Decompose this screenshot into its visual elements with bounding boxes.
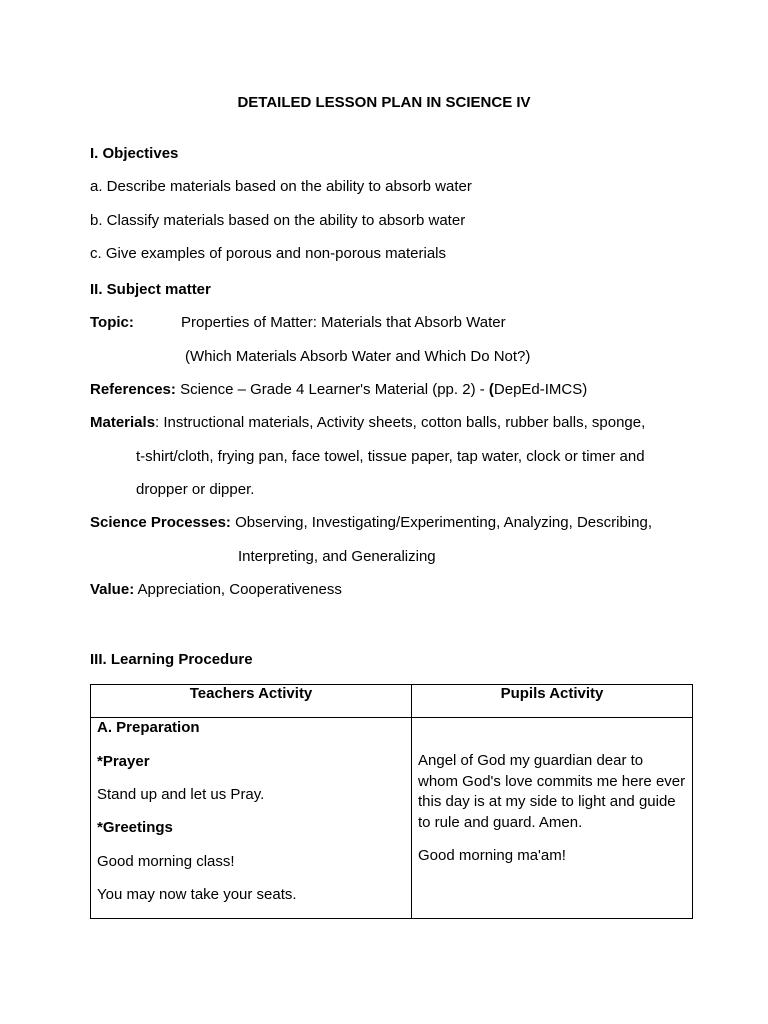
objective-item: a. Describe materials based on the ability to absorb water [90, 178, 472, 195]
topic-line-2: (Which Materials Absorb Water and Which Do Not?) [185, 348, 531, 365]
references-label: References: [90, 381, 176, 398]
references-tail: DepEd-IMCS) [493, 381, 588, 398]
references-text: Science – Grade 4 Learner's Material (pp. 2) - [180, 381, 489, 398]
preparation-heading: A. Preparation [97, 719, 200, 736]
teachers-activity-cell [91, 718, 412, 919]
teacher-greeting: Good morning class! [97, 853, 235, 870]
materials-text: : Instructional materials, Activity sheets, cotton balls, rubber balls, sponge, [155, 414, 646, 431]
teachers-activity-header: Teachers Activity [91, 685, 412, 718]
learning-procedure-heading: III. Learning Procedure [90, 651, 253, 668]
science-processes-label: Science Processes: [90, 514, 231, 531]
value-text: Appreciation, Cooperativeness [134, 581, 342, 598]
science-processes-line-2: Interpreting, and Generalizing [238, 548, 436, 565]
science-processes-line-1 [90, 514, 652, 532]
topic-label: Topic: [90, 314, 134, 331]
materials-line-3: dropper or dipper. [136, 481, 255, 498]
references-paren: ( [488, 381, 494, 398]
value-label: Value: [90, 581, 135, 598]
pupil-prayer-response: Angel of God my guardian dear to whom God's love commits me here ever this day is at my side to light and guide to rule and guard. Amen. [418, 752, 686, 831]
materials-line-1 [90, 414, 645, 432]
greetings-heading: *Greetings [97, 819, 173, 836]
learning-procedure-table [90, 684, 693, 919]
references-line [90, 381, 587, 399]
subject-matter-heading: II. Subject matter [90, 281, 211, 298]
objectives-heading: I. Objectives [90, 145, 179, 162]
objective-item: b. Classify materials based on the ability to absorb water [90, 212, 466, 229]
table-header-row [91, 685, 693, 718]
materials-line-2: t-shirt/cloth, frying pan, face towel, tissue paper, tap water, clock or timer and [136, 448, 645, 465]
science-processes-text: Observing, Investigating/Experimenting, Analyzing, Describing, [230, 514, 652, 531]
page-title: DETAILED LESSON PLAN IN SCIENCE IV [237, 94, 531, 111]
objective-item: c. Give examples of porous and non-porous materials [90, 245, 447, 262]
prayer-instruction: Stand up and let us Pray. [97, 786, 265, 803]
pupils-activity-header: Pupils Activity [412, 685, 693, 718]
pupil-greeting-response: Good morning ma'am! [418, 847, 566, 864]
table-row [91, 718, 693, 919]
value-line [90, 581, 342, 599]
take-seats-instruction: You may now take your seats. [97, 886, 297, 903]
materials-label: Materials [90, 414, 156, 431]
prayer-heading: *Prayer [97, 753, 150, 770]
topic-line-1: Properties of Matter: Materials that Absorb Water [181, 314, 506, 331]
pupils-activity-cell [412, 718, 693, 919]
